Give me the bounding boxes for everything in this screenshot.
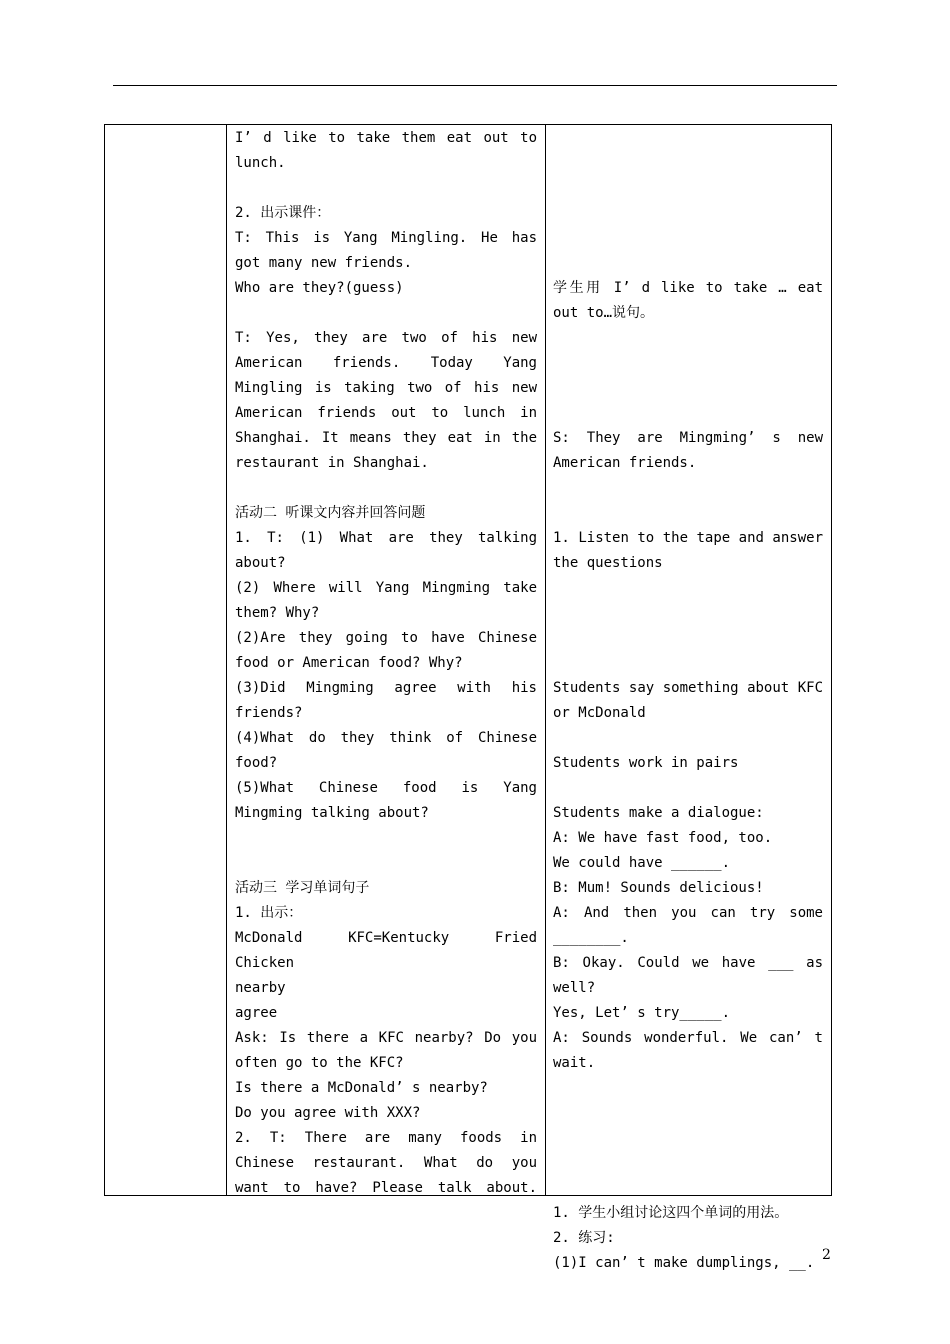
text-line: them? Why? [235, 605, 320, 621]
text-line [553, 351, 823, 376]
text-line: want to have? Please talk about. [235, 1180, 537, 1196]
text-line [553, 201, 823, 226]
text-line: A: And then you can try some [553, 905, 823, 921]
text-line: Students say something about KFC [553, 680, 823, 696]
text-line: (5)What Chinese food is Yang [235, 780, 537, 796]
text-line: Chicken [235, 955, 295, 971]
text-line [553, 626, 823, 651]
text-line: Is there a McDonald’ s nearby? [235, 1080, 488, 1096]
text-line: food? [235, 755, 278, 771]
text-line: T: Yes, they are two of his new [235, 330, 537, 346]
text-line: 1. 学生小组讨论这四个单词的用法。 [553, 1205, 789, 1221]
text-line [235, 826, 537, 851]
text-line [553, 651, 823, 676]
text-line: We could have ______. [553, 855, 731, 871]
text-line [553, 476, 823, 501]
text-line: B: Mum! Sounds delicious! [553, 880, 764, 896]
text-line: food or American food? Why? [235, 655, 463, 671]
text-line [235, 301, 537, 326]
text-line: A: We have fast food, too. [553, 830, 773, 846]
text-line: agree [235, 1005, 278, 1021]
text-line: 1. T: (1) What are they talking [235, 530, 537, 546]
text-line: B: Okay. Could we have ___ as [553, 955, 823, 971]
text-line: friends? [235, 705, 303, 721]
text-line [553, 726, 823, 751]
text-line [553, 776, 823, 801]
text-line [553, 326, 823, 351]
text-line: American friends. [553, 455, 697, 471]
text-line [553, 576, 823, 601]
page-number: 2 [822, 1247, 831, 1263]
text-line [553, 1076, 823, 1101]
text-line [553, 601, 823, 626]
text-line [553, 226, 823, 251]
text-line: Mingming talking about? [235, 805, 429, 821]
text-line: 1. Listen to the tape and answer [553, 530, 823, 546]
text-line: (2)Are they going to have Chinese [235, 630, 537, 646]
text-line: Who are they?(guess) [235, 280, 404, 296]
text-line: often go to the KFC? [235, 1055, 404, 1071]
text-line: Mingling is taking two of his new [235, 380, 537, 396]
text-line: 2. T: There are many foods in [235, 1130, 537, 1146]
text-line [553, 501, 823, 526]
text-line: or McDonald [553, 705, 646, 721]
student-activity-column [553, 201, 823, 1276]
text-line: Chinese restaurant. What do you [235, 1155, 537, 1171]
text-line [553, 401, 823, 426]
text-line: restaurant in Shanghai. [235, 455, 429, 471]
text-line: 1. 出示： [235, 905, 303, 921]
text-line: A: Sounds wonderful. We can’ t [553, 1030, 823, 1046]
text-line [553, 376, 823, 401]
text-line: wait. [553, 1055, 596, 1071]
text-line: (3)Did Mingming agree with his [235, 680, 537, 696]
text-line: American friends. Today Yang [235, 355, 537, 371]
lesson-table [104, 124, 832, 1271]
text-line: about? [235, 555, 286, 571]
text-line: 学生用 I’ d like to take … eat [553, 280, 823, 296]
text-line: T: This is Yang Mingling. He has [235, 230, 537, 246]
header-rule [113, 85, 837, 86]
text-line: Do you agree with XXX? [235, 1105, 421, 1121]
text-line: Students work in pairs [553, 755, 739, 771]
text-line: 2. 练习: [553, 1230, 615, 1246]
text-line [553, 1101, 823, 1126]
text-line [553, 1151, 823, 1176]
text-line: out to…说句。 [553, 305, 655, 321]
text-line [235, 851, 537, 876]
column-divider-1 [226, 125, 227, 1195]
text-line: (4)What do they think of Chinese [235, 730, 537, 746]
text-line: the questions [553, 555, 663, 571]
text-line [235, 476, 537, 501]
text-line: (2) Where will Yang Mingming take [235, 580, 537, 596]
text-line: got many new friends. [235, 255, 413, 271]
text-line: well? [553, 980, 596, 996]
text-line: American friends out to lunch in [235, 405, 537, 421]
teacher-activity-column [235, 126, 537, 1201]
text-line: I’ d like to take them eat out to [235, 130, 537, 146]
text-line: Yes, Let’ s try_____. [553, 1005, 731, 1021]
text-line [553, 251, 823, 276]
text-line: nearby [235, 980, 286, 996]
text-line: S: They are Mingming’ s new [553, 430, 823, 446]
text-line: 活动三 学习单词句子 [235, 880, 370, 896]
text-line [553, 1176, 823, 1201]
text-line: McDonald KFC=Kentucky Fried [235, 930, 537, 946]
text-line [553, 1126, 823, 1151]
text-line: 活动二 听课文内容并回答问题 [235, 505, 426, 521]
text-line: 2. 出示课件： [235, 205, 331, 221]
text-line: Students make a dialogue: [553, 805, 764, 821]
text-line [235, 176, 537, 201]
text-line: (1)I can’ t make dumplings, __. [553, 1255, 815, 1271]
text-line: ________. [553, 930, 629, 946]
text-line: lunch. [235, 155, 286, 171]
text-line: Shanghai. It means they eat in the [235, 430, 537, 446]
text-line: Ask: Is there a KFC nearby? Do you [235, 1030, 537, 1046]
column-divider-2 [545, 125, 546, 1195]
